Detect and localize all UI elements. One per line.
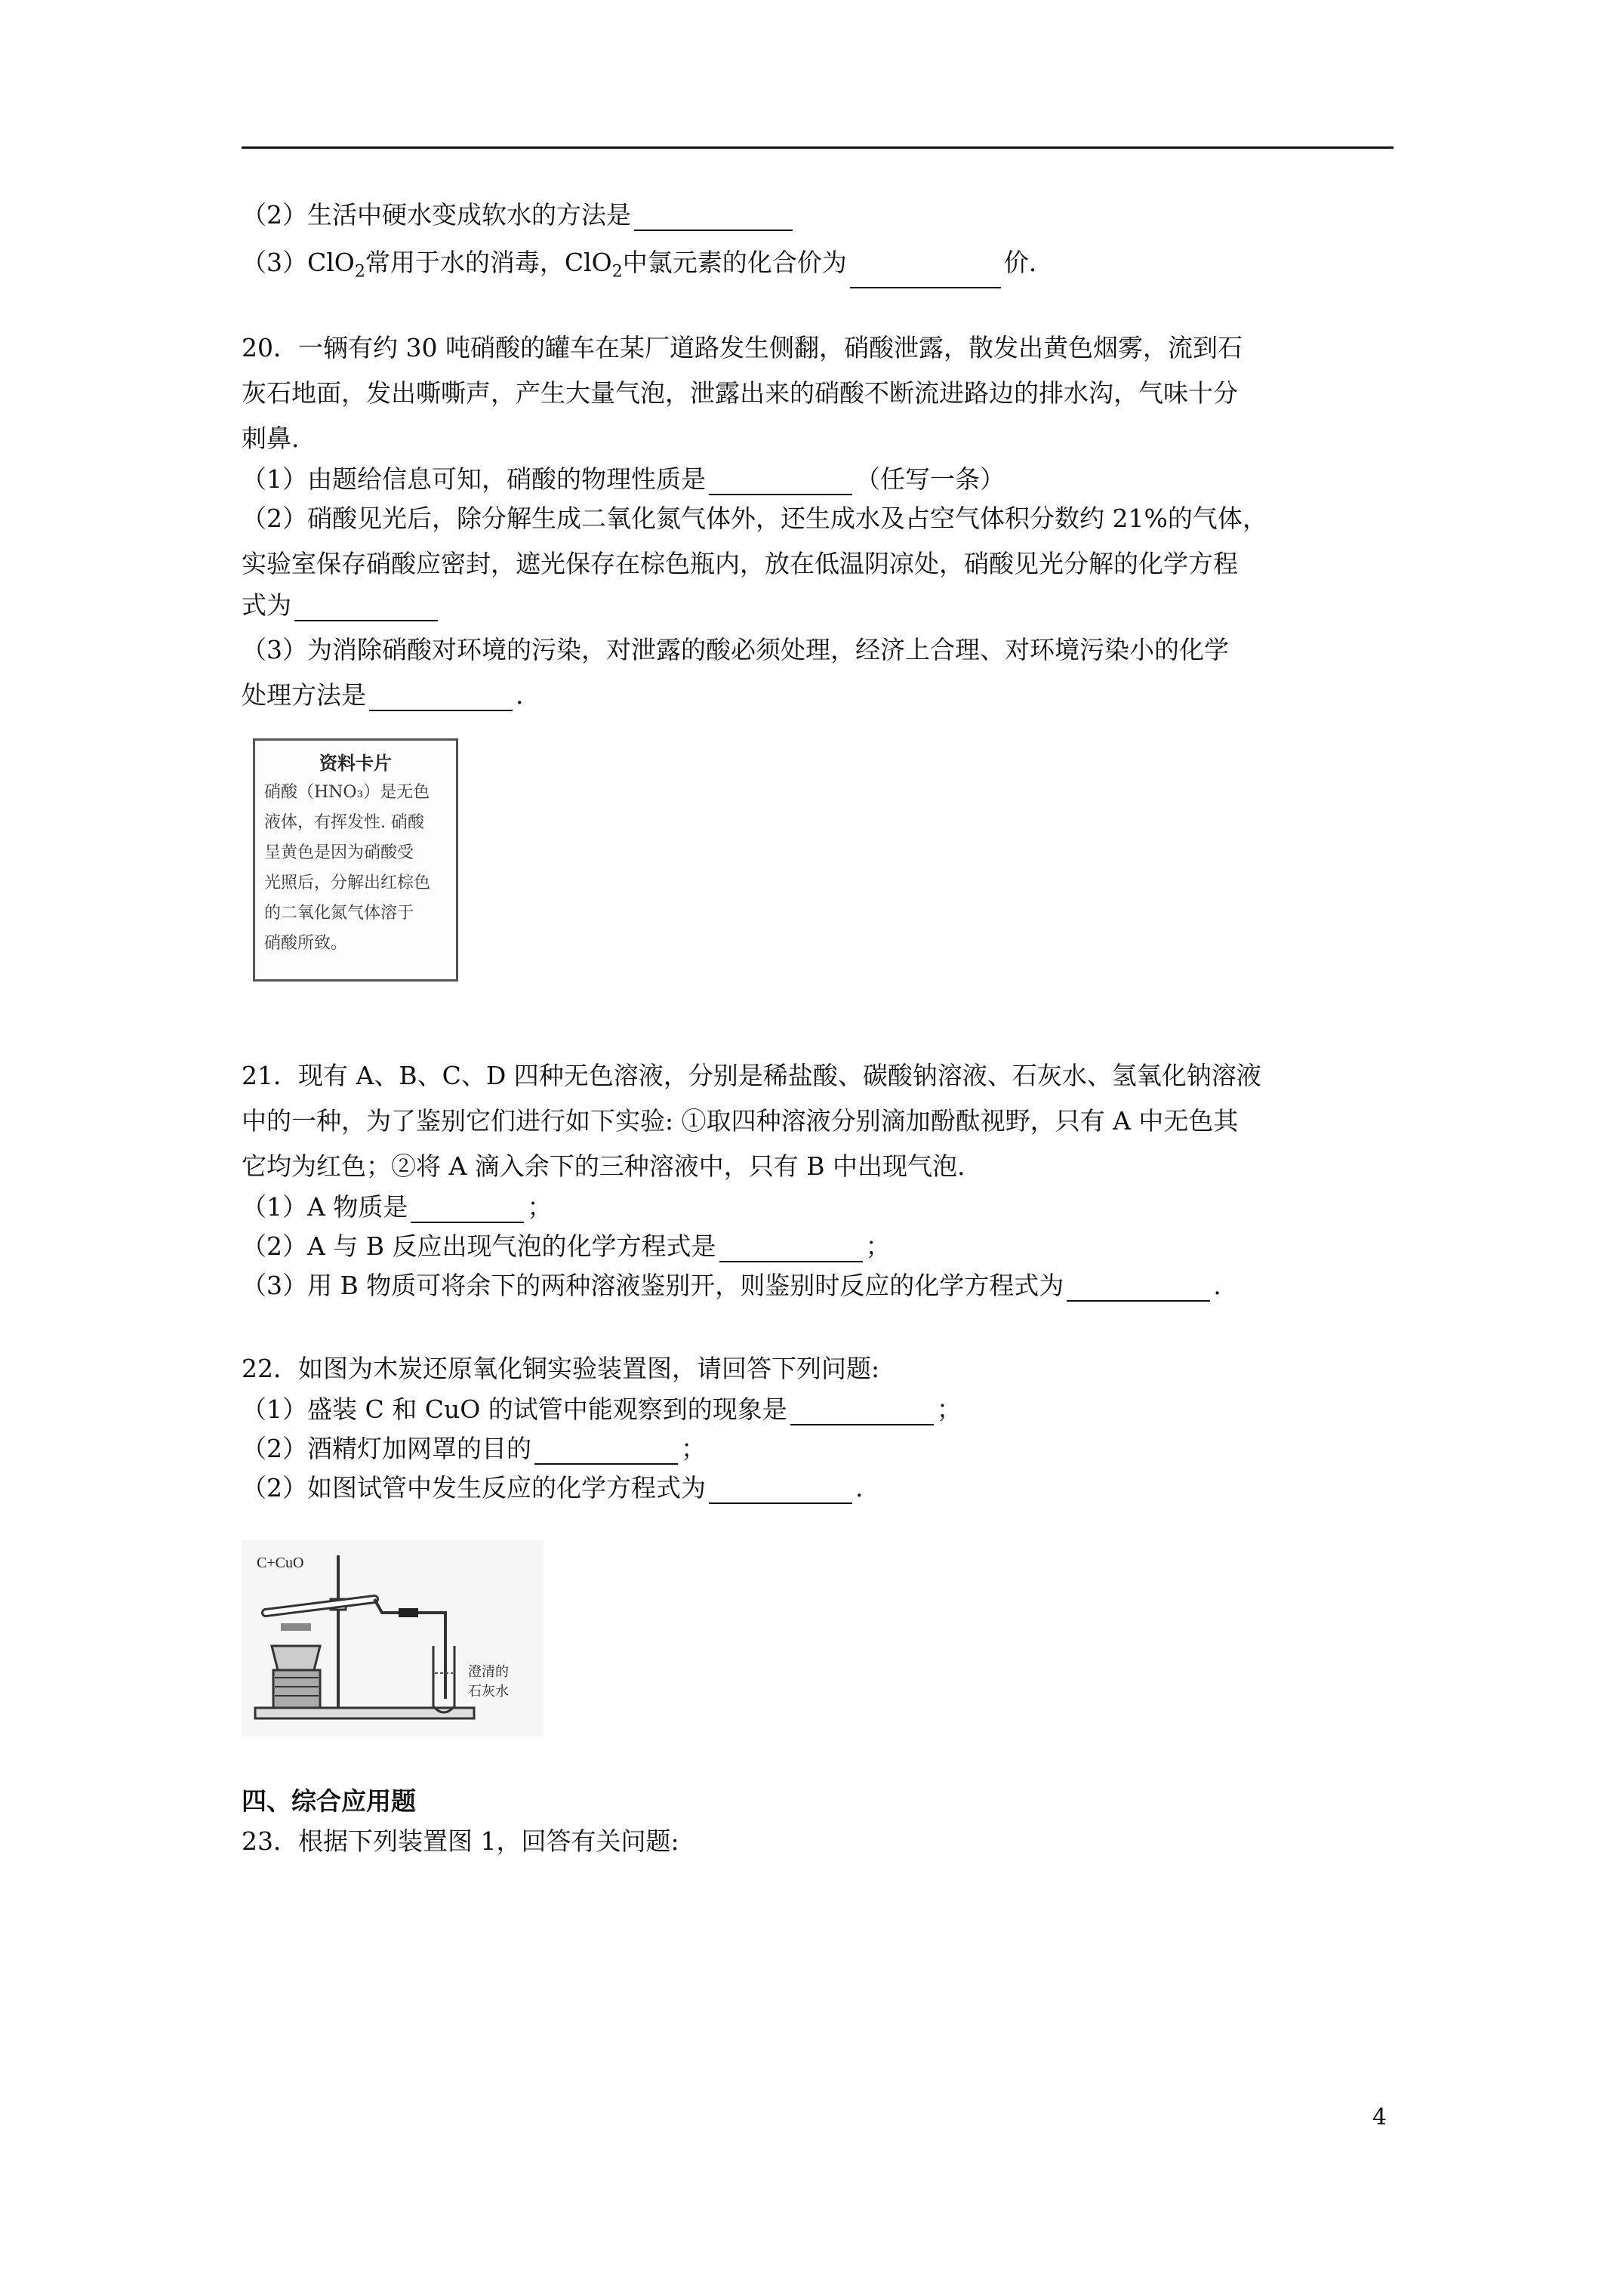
info-card: [253, 738, 458, 982]
figure-label-reactants: C+CuO: [257, 1555, 304, 1571]
answer-blank[interactable]: [1067, 1274, 1210, 1302]
q20-part2-line2: 实验室保存硝酸应密封，遮光保存在棕色瓶内，放在低温阴凉处，硝酸见光分解的化学方程: [242, 549, 1238, 578]
q20-part3-line1: （3）为消除硝酸对环境的污染，对泄露的酸必须处理，经济上合理、对环境污染小的化学: [242, 635, 1229, 664]
answer-blank[interactable]: [709, 1477, 852, 1504]
answer-blank[interactable]: [534, 1438, 678, 1465]
q20-part1: （1）由题给信息可知，硝酸的物理性质是 （任写一条）: [242, 464, 1005, 494]
answer-blank[interactable]: [369, 684, 513, 711]
answer-blank[interactable]: [634, 204, 793, 231]
q19-part2: （2）生活中硬水变成软水的方法是: [242, 199, 796, 231]
q21-part3: （3）用 B 物质可将余下的两种溶液鉴别开，则鉴别时反应的化学方程式为 .: [242, 1271, 1221, 1300]
page-number: 4: [1372, 2104, 1387, 2131]
q22-part2: （2）酒精灯加网罩的目的 ；: [242, 1434, 706, 1463]
q20-line3: 刺鼻.: [242, 424, 300, 453]
q21-part2: （2）A 与 B 反应出现气泡的化学方程式是 ；: [242, 1231, 891, 1261]
answer-blank[interactable]: [719, 1235, 863, 1262]
figure-label-limewater-2: 石灰水: [468, 1684, 509, 1699]
header-rule: [242, 146, 1394, 149]
section-heading: 四、综合应用题: [242, 1786, 416, 1816]
info-card-title: 资料卡片: [319, 752, 392, 774]
q21-line2: 中的一种，为了鉴别它们进行如下实验: ①取四种溶液分别滴加酚酞视野，只有 A 中无色其: [242, 1106, 1239, 1136]
q21-line3: 它均为红色；②将 A 滴入余下的三种溶液中，只有 B 中出现气泡.: [242, 1151, 965, 1181]
answer-blank[interactable]: [294, 594, 438, 621]
q20-part2-line3: 式为: [242, 590, 441, 621]
q20-line2: 灰石地面，发出嘶嘶声，产生大量气泡，泄露出来的硝酸不断流进路边的排水沟，气味十分: [242, 378, 1238, 408]
q22-line1: 22．如图为木炭还原氧化铜实验装置图，请回答下列问题:: [242, 1354, 880, 1383]
q20-part3-line2: 处理方法是 .: [242, 680, 524, 710]
q21-part1: （1）A 物质是 ；: [242, 1192, 553, 1222]
answer-blank[interactable]: [850, 261, 1001, 288]
q21-line1: 21．现有 A、B、C、D 四种无色溶液，分别是稀盐酸、碳酸钠溶液、石灰水、氢氧化钠溶液: [242, 1061, 1261, 1090]
answer-blank[interactable]: [790, 1398, 934, 1425]
answer-blank[interactable]: [709, 468, 852, 495]
figure-label-limewater-1: 澄清的: [468, 1664, 509, 1679]
info-card-text: 硝酸（HNO₃）是无色 液体，有挥发性. 硝酸 呈黄色是因为硝酸受 光照后，分解出红棕色 的二氧化氮气体溶于 硝酸所致。: [264, 783, 431, 953]
q22-part1: （1）盛装 C 和 CuO 的试管中能观察到的现象是 ；: [242, 1395, 962, 1424]
q20-part2-line1: （2）硝酸见光后，除分解生成二氧化氮气体外，还生成水及占空气体积分数约 21%的气体，: [242, 504, 1267, 533]
q20-line1: 20．一辆有约 30 吨硝酸的罐车在某厂道路发生侧翻，硝酸泄露，散发出黄色烟雾，流到石: [242, 333, 1243, 362]
answer-blank[interactable]: [411, 1196, 524, 1223]
q22-part3: （2）如图试管中发生反应的化学方程式为 .: [242, 1473, 864, 1502]
apparatus-figure: [242, 1540, 544, 1737]
q23-line: 23．根据下列装置图 1，回答有关问题:: [242, 1826, 679, 1856]
q19-part3: （3）ClO$_2$常用于水的消毒，ClO$_2$中氯元素的化合价为 价.: [242, 247, 1036, 288]
